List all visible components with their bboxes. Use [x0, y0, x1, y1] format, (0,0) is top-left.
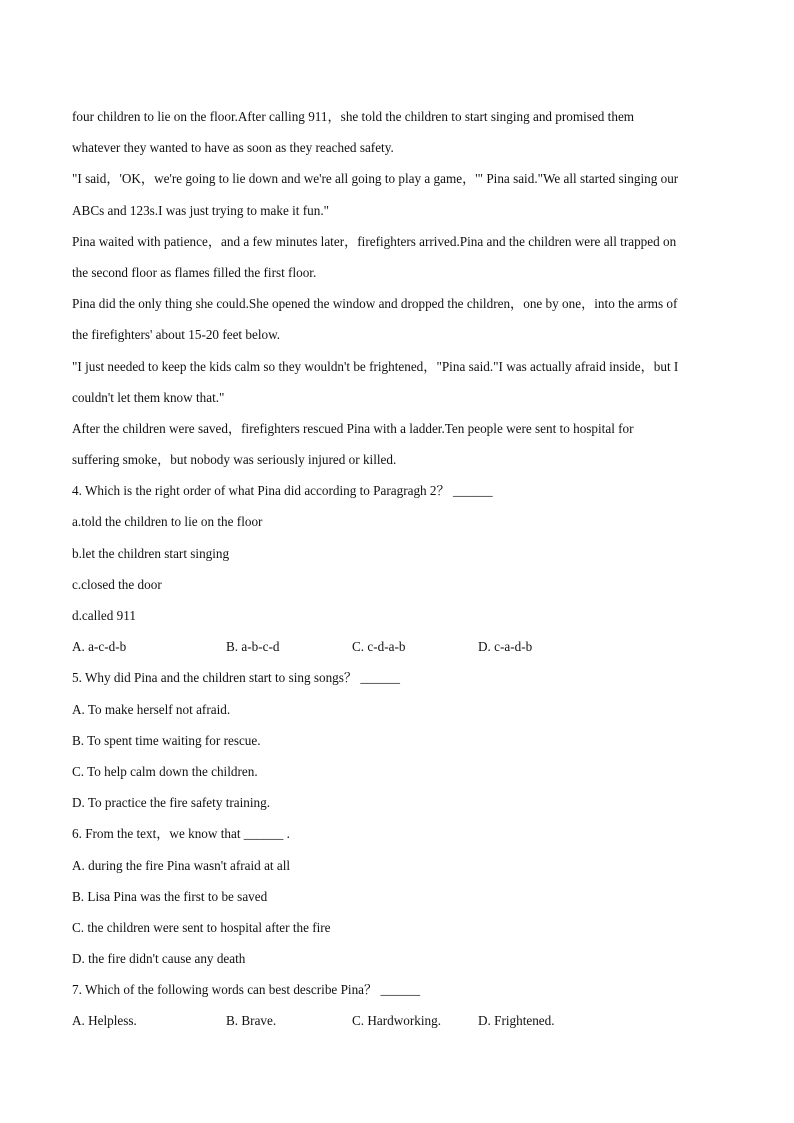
passage-line: "I just needed to keep the kids calm so they wouldn't be frightened，"Pina said."I was actually afraid inside，but I	[72, 358, 679, 374]
question-4-options	[72, 631, 724, 662]
passage-line: the firefighters' about 15-20 feet below.	[72, 327, 281, 343]
passage-line: whatever they wanted to have as soon as they reached safety.	[72, 140, 394, 156]
question-4-item: c.closed the door	[72, 576, 162, 592]
question-7-option-b: B. Brave.	[226, 1013, 277, 1029]
question-6	[72, 818, 724, 974]
question-5-option-d: D. To practice the fire safety training.	[72, 795, 271, 811]
question-4	[72, 475, 724, 662]
question-4-option-b: B. a-b-c-d	[226, 639, 280, 655]
passage-line: couldn't let them know that."	[72, 389, 225, 405]
question-4-option-a: A. a-c-d-b	[72, 639, 127, 655]
question-5-option-c: C. To help calm down the children.	[72, 763, 258, 779]
question-4-option-d: D. c-a-d-b	[478, 639, 533, 655]
question-5-option-b: B. To spent time waiting for rescue.	[72, 732, 261, 748]
passage-line: ABCs and 123s.I was just trying to make it fun."	[72, 202, 330, 218]
question-7	[72, 974, 724, 1036]
passage-line: suffering smoke，but nobody was seriously injured or killed.	[72, 452, 397, 468]
question-4-item: b.let the children start singing	[72, 545, 230, 561]
passage-line: the second floor as flames filled the first floor.	[72, 264, 317, 280]
passage-line: After the children were saved，firefighters rescued Pina with a ladder.Ten people were sent to hospital for	[72, 420, 634, 436]
question-5-stem: 5. Why did Pina and the children start to sing songs？ ______	[72, 670, 400, 686]
question-6-option-a: A. during the fire Pina wasn't afraid at all	[72, 857, 291, 873]
question-6-stem: 6. From the text，we know that ______ .	[72, 826, 290, 842]
question-7-option-d: D. Frightened.	[478, 1013, 555, 1029]
question-7-option-a: A. Helpless.	[72, 1013, 137, 1029]
question-6-option-d: D. the fire didn't cause any death	[72, 951, 246, 967]
question-5	[72, 662, 724, 818]
question-7-options	[72, 1005, 724, 1036]
question-4-option-c: C. c-d-a-b	[352, 639, 406, 655]
passage-line: four children to lie on the floor.After calling 911，she told the children to start singing and promised them	[72, 109, 635, 124]
passage-line: Pina did the only thing she could.She opened the window and dropped the children，one by one，into the arms of	[72, 296, 678, 312]
document-content	[72, 101, 724, 1037]
question-5-option-a: A. To make herself not afraid.	[72, 701, 231, 717]
passage-line: "I said，'OK，we're going to lie down and we're all going to play a game，'" Pina said."We all started singing our	[72, 171, 679, 187]
question-6-option-c: C. the children were sent to hospital after the fire	[72, 919, 331, 935]
question-4-item: d.called 911	[72, 608, 136, 623]
question-4-stem: 4. Which is the right order of what Pina did according to Paragragh 2？ ______	[72, 483, 493, 499]
question-7-stem: 7. Which of the following words can best describe Pina？ ______	[72, 982, 421, 998]
passage-line: Pina waited with patience，and a few minutes later，firefighters arrived.Pina and the children were all trapped on	[72, 233, 677, 249]
question-4-item: a.told the children to lie on the floor	[72, 514, 263, 530]
question-7-option-c: C. Hardworking.	[352, 1013, 442, 1029]
question-6-option-b: B. Lisa Pina was the first to be saved	[72, 888, 268, 904]
reading-passage	[72, 101, 724, 475]
